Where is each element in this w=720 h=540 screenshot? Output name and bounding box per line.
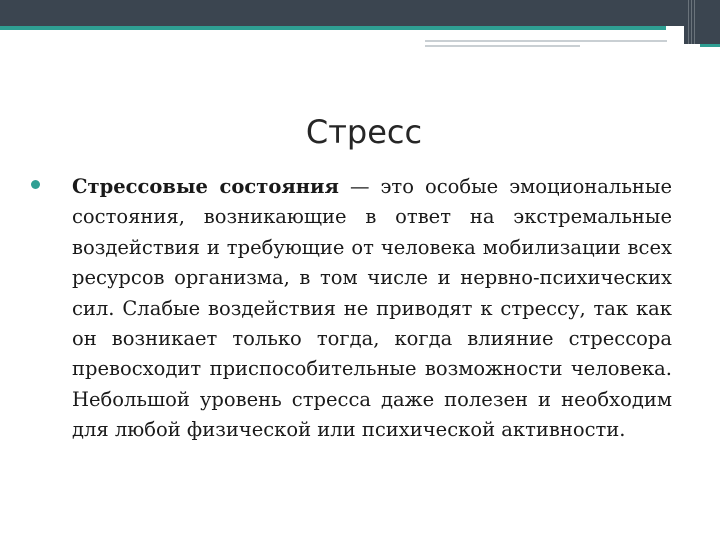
- definition-text: — это особые эмоциональные состояния, возникающие в ответ на экстремальные воздействия и требующие от человека мобилизации всех ресурсов организма, в том числе и нервно-психических сил. Слабые воздействия не приводят к стрессу, так как он возникает только тогда, когда влияние стрессора превосходит приспособительные возможности человека. Небольшой уровень стресса даже полезен и необходим для любой физической или психической активности.: [72, 175, 672, 442]
- slide-body-text: [72, 172, 672, 446]
- header-accent-line: [0, 26, 666, 30]
- term-text: Стрессовые состояния: [72, 175, 339, 198]
- header-band: [0, 0, 720, 26]
- corner-stripe: [694, 0, 695, 44]
- decorative-accent: [700, 44, 720, 47]
- bullet-icon: [31, 180, 40, 189]
- slide-title: Стресс: [305, 113, 423, 151]
- decorative-line: [425, 40, 667, 42]
- header-corner-block: [684, 0, 720, 44]
- corner-stripe: [688, 0, 689, 44]
- decorative-line: [425, 45, 580, 47]
- corner-stripe: [691, 0, 692, 44]
